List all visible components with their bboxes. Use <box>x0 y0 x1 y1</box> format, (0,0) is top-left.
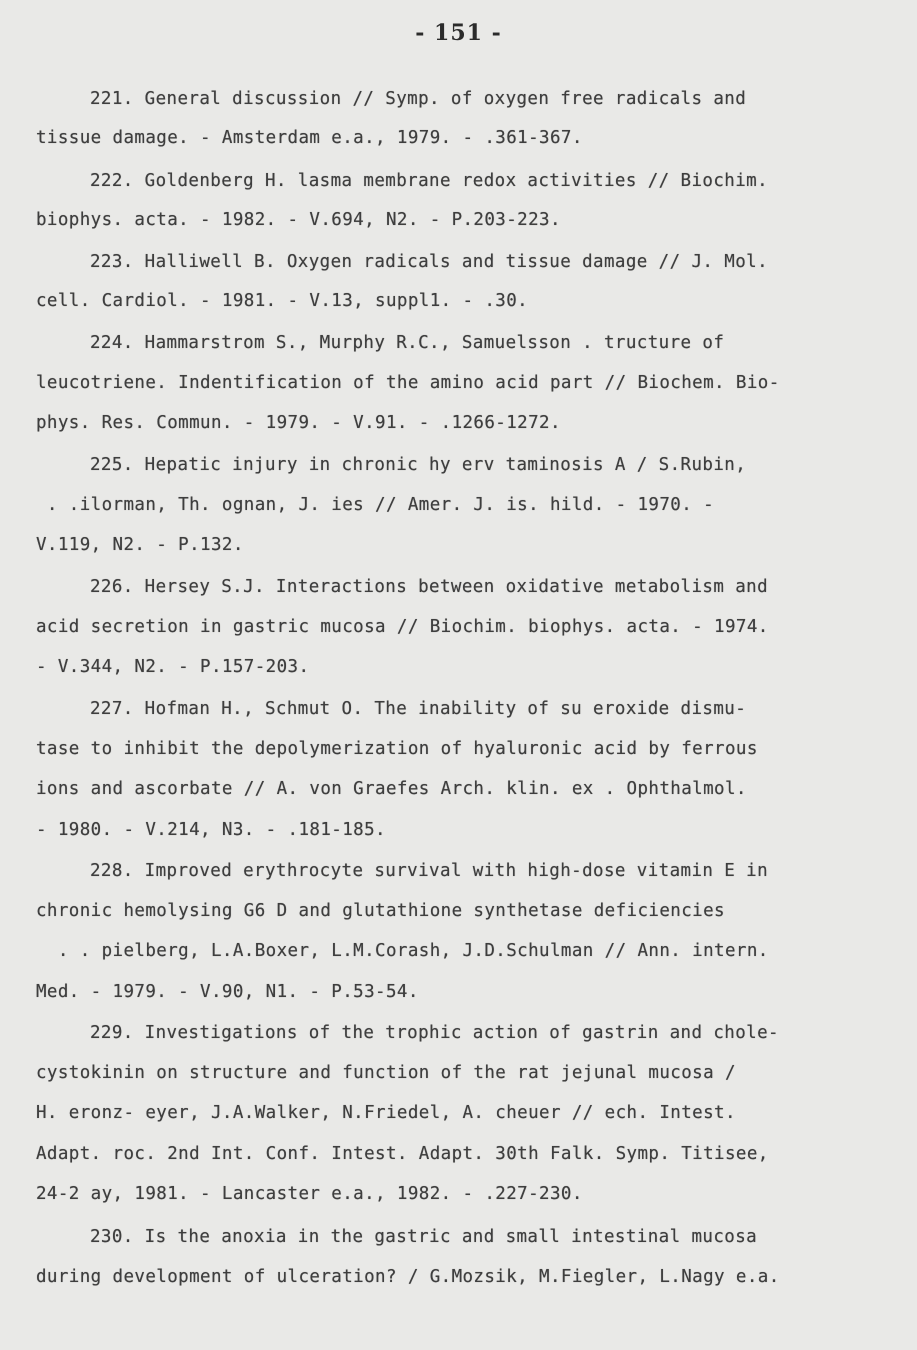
reference-line: acid secretion in gastric mucosa // Biochim. biophys. acta. - 1974. <box>36 617 769 637</box>
reference-line: . .ilorman, Th. ognan, J. ies // Amer. J. is. hild. - 1970. - <box>36 495 715 515</box>
reference-line: cystokinin on structure and function of the rat jejunal mucosa / <box>36 1063 736 1083</box>
reference-line: V.119, N2. - P.132. <box>36 535 244 555</box>
reference-line: chronic hemolysing G6 D and glutathione synthetase deficiencies <box>36 901 725 921</box>
reference-line: 221. General discussion // Symp. of oxygen free radicals and <box>90 89 747 109</box>
reference-line: 226. Hersey S.J. Interactions between oxidative metabolism and <box>90 577 769 597</box>
reference-line: 225. Hepatic injury in chronic hy erv taminosis A / S.Rubin, <box>90 455 747 475</box>
reference-line: 224. Hammarstrom S., Murphy R.C., Samuelsson . tructure of <box>90 333 725 353</box>
reference-line: Med. - 1979. - V.90, N1. - P.53-54. <box>36 982 419 1002</box>
reference-line: biophys. acta. - 1982. - V.694, N2. - P.203-223. <box>36 210 561 230</box>
page-number: - 151 - <box>415 20 502 46</box>
reference-line: phys. Res. Commun. - 1979. - V.91. - .1266-1272. <box>36 413 561 433</box>
reference-line: 230. Is the anoxia in the gastric and small intestinal mucosa <box>90 1227 758 1247</box>
reference-line: ions and ascorbate // A. von Graefes Arch. klin. ex . Ophthalmol. <box>36 779 747 799</box>
reference-line: tissue damage. - Amsterdam e.a., 1979. - .361-367. <box>36 128 583 148</box>
reference-line: 24-2 ay, 1981. - Lancaster e.a., 1982. - .227-230. <box>36 1184 583 1204</box>
reference-line: Adapt. roc. 2nd Int. Conf. Intest. Adapt. 30th Falk. Symp. Titisee, <box>36 1144 769 1164</box>
reference-line: H. eronz- eyer, J.A.Walker, N.Friedel, A. cheuer // ech. Intest. <box>36 1103 736 1123</box>
reference-line: 229. Investigations of the trophic action of gastrin and chole- <box>90 1023 779 1043</box>
reference-line: tase to inhibit the depolymerization of hyaluronic acid by ferrous <box>36 739 758 759</box>
reference-line: 222. Goldenberg H. lasma membrane redox activities // Biochim. <box>90 171 769 191</box>
reference-line: 227. Hofman H., Schmut O. The inability of su eroxide dismu- <box>90 699 747 719</box>
reference-line: - 1980. - V.214, N3. - .181-185. <box>36 820 386 840</box>
reference-line: cell. Cardiol. - 1981. - V.13, suppl1. - .30. <box>36 291 529 311</box>
reference-line: 228. Improved erythrocyte survival with high-dose vitamin E in <box>90 861 769 881</box>
reference-line: . . pielberg, L.A.Boxer, L.M.Corash, J.D.Schulman // Ann. intern. <box>36 941 769 961</box>
reference-line: during development of ulceration? / G.Mozsik, M.Fiegler, L.Nagy e.a. <box>36 1267 780 1287</box>
reference-line: leucotriene. Indentification of the amino acid part // Biochem. Bio- <box>36 373 780 393</box>
reference-line: 223. Halliwell B. Oxygen radicals and tissue damage // J. Mol. <box>90 252 769 272</box>
reference-line: - V.344, N2. - P.157-203. <box>36 657 310 677</box>
